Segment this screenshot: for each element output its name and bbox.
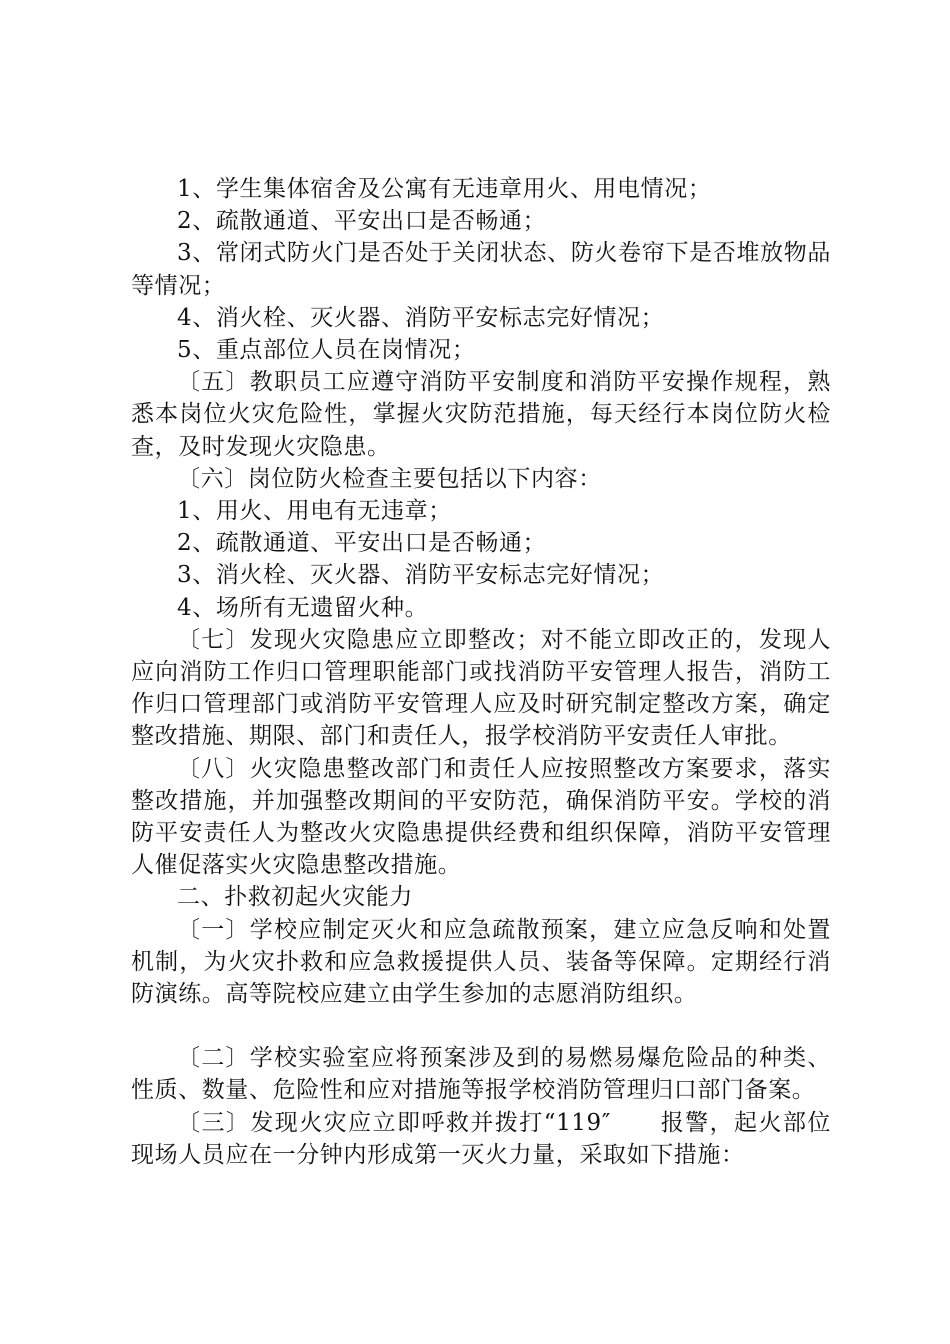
list-item: 5、重点部位人员在岗情况； [177,337,476,364]
section-heading: 二、扑救初起火灾能力 [177,884,413,911]
paragraph: 〔六〕岗位防火检查主要包括以下内容： [177,465,602,492]
list-item: 2、疏散通道、平安出口是否畅通； [177,530,547,557]
list-item: 1、用火、用电有无违章； [177,498,452,525]
list-item: 3、常闭式防火门是否处于关闭状态、防火卷帘下是否堆放物品等情况； [131,240,831,299]
list-item: 4、消火栓、灭火器、消防平安标志完好情况； [177,304,665,331]
paragraph: 〔七〕发现火灾隐患应立即整改；对不能立即改正的，发现人应向消防工作归口管理职能部门或找消防平安管理人报告，消防工作归口管理部门或消防平安管理人应及时研究制定整改方案，确定整改措施、期限、部门和责任人，报学校消防平安责任人审批。 [131,626,831,750]
list-item: 2、疏散通道、平安出口是否畅通； [177,208,547,235]
paragraph: 〔五〕教职员工应遵守消防平安制度和消防平安操作规程，熟悉本岗位火灾危险性，掌握火灾防范措施，每天经行本岗位防火检查，及时发现火灾隐患。 [131,369,831,460]
list-item: 3、消火栓、灭火器、消防平安标志完好情况； [177,562,665,589]
paragraph: 〔八〕火灾隐患整改部门和责任人应按照整改方案要求，落实整改措施，并加强整改期间的平安防范，确保消防平安。学校的消防平安责任人为整改火灾隐患提供经费和组织保障，消防平安管理人催促落实火灾隐患整改措施。 [131,755,831,879]
list-item: 1、学生集体宿舍及公寓有无违章用火、用电情况； [177,176,712,202]
paragraph: 〔一〕学校应制定灭火和应急疏散预案，建立应急反响和处置机制，为火灾扑救和应急救援提供人员、装备等保障。定期经行消防演练。高等院校应建立由学生参加的志愿消防组织。 [131,916,831,1008]
paragraph: 〔三〕发现火灾应立即呼救并拨打“119″ 报警，起火部位现场人员应在一分钟内形成第一灭火力量，采取如下措施： [131,1109,831,1168]
document-body [131,173,831,1171]
paragraph: 〔二〕学校实验室应将预案涉及到的易燃易爆危险品的种类、性质、数量、危险性和应对措施等报学校消防管理归口部门备案。 [131,1045,831,1104]
list-item: 4、场所有无遗留火种。 [177,594,429,621]
